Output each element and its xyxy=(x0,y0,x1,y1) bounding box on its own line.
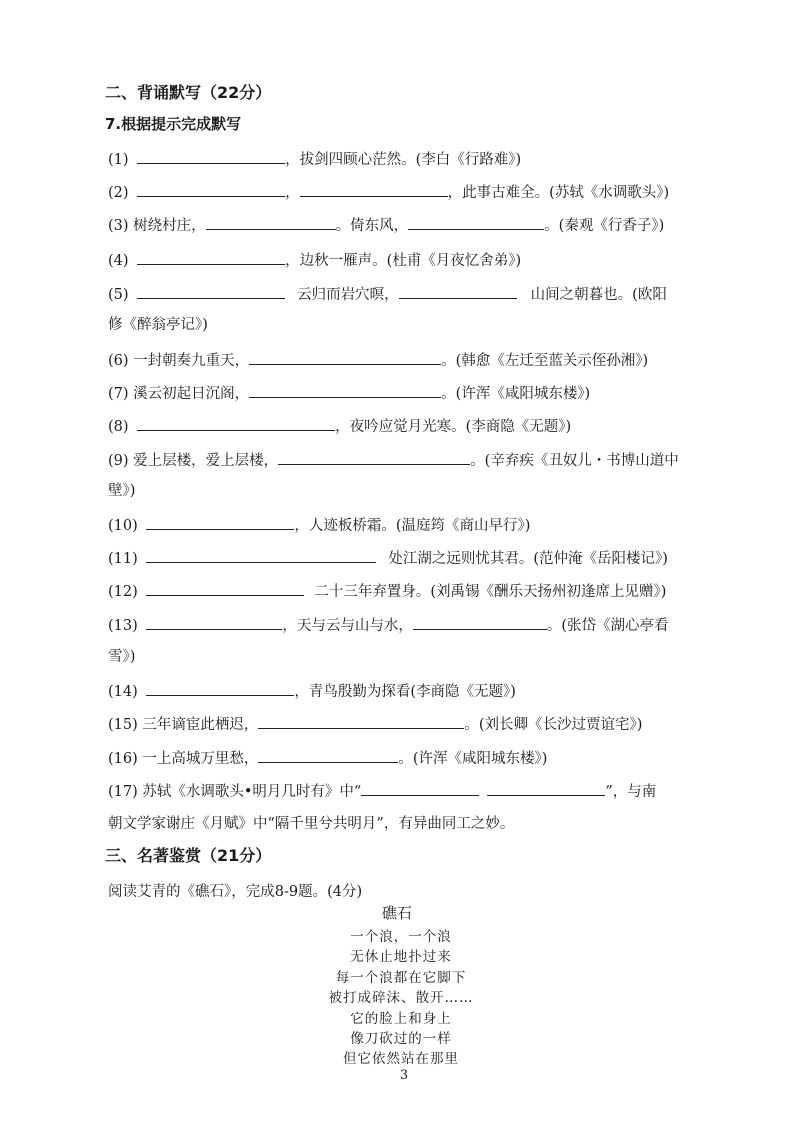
answer-blank[interactable] xyxy=(137,250,285,265)
item-number: (10) xyxy=(108,518,138,534)
item-11 xyxy=(108,548,668,569)
item-text: ， xyxy=(285,185,300,201)
item-text: ，此事古难全。(苏轼《水调歌头》) xyxy=(447,185,670,201)
item-text: 。(张岱《湖心亭看 xyxy=(546,618,669,634)
item-5-continued: 修《醉翁亭记》) xyxy=(108,317,208,333)
poem-line: 它的脸上和身上 xyxy=(350,1011,452,1027)
answer-blank[interactable] xyxy=(146,615,282,630)
item-number: (8) xyxy=(108,419,129,435)
item-1 xyxy=(108,149,521,170)
item-text: 山间之朝暮也。(欧阳 xyxy=(530,287,667,303)
answer-blank[interactable] xyxy=(146,515,294,530)
item-number: (4) xyxy=(108,253,129,269)
item-8 xyxy=(108,416,571,437)
item-17 xyxy=(108,781,656,802)
answer-blank[interactable] xyxy=(258,748,398,763)
item-4 xyxy=(108,250,521,271)
reading-intro: 阅读艾青的《礁石》，完成8-9题。(4分) xyxy=(108,884,363,900)
item-5 xyxy=(108,284,667,305)
poem-line: 每一个浪都在它脚下 xyxy=(335,970,467,986)
item-number: (15) xyxy=(108,717,138,733)
item-number: (11) xyxy=(108,551,138,567)
item-text: 二十三年弃置身。(刘禹锡《酬乐天扬州初逢席上见赠》) xyxy=(314,584,667,600)
item-text: ，青鸟殷勤为探看(李商隐《无题》) xyxy=(294,684,516,700)
answer-blank[interactable] xyxy=(487,781,605,796)
answer-blank[interactable] xyxy=(278,450,470,465)
answer-blank[interactable] xyxy=(249,383,441,398)
item-14 xyxy=(108,681,516,702)
answer-blank[interactable] xyxy=(137,182,285,197)
item-9-continued: 壁》) xyxy=(108,483,136,499)
section-title: 三、名著鉴赏（21分） xyxy=(105,846,272,865)
poem-line: 像刀砍过的一样 xyxy=(350,1031,452,1047)
answer-blank[interactable] xyxy=(258,714,464,729)
poem-line: 一个浪，一个浪 xyxy=(350,929,452,945)
item-15 xyxy=(108,714,642,735)
item-text: 云归而岩穴暝， xyxy=(297,287,399,303)
item-number: (1) xyxy=(108,152,129,168)
answer-blank[interactable] xyxy=(137,284,285,299)
item-number: (6) xyxy=(108,353,129,369)
answer-blank[interactable] xyxy=(408,215,544,230)
item-text: 树绕村庄， xyxy=(133,218,206,234)
answer-blank[interactable] xyxy=(249,350,441,365)
item-number: (16) xyxy=(108,751,138,767)
answer-blank[interactable] xyxy=(146,681,294,696)
item-text: ”，与南 xyxy=(605,784,657,800)
answer-blank[interactable] xyxy=(137,416,335,431)
poem-title: 礁石 xyxy=(381,904,412,922)
item-text: 。(刘长卿《长沙过贾谊宅》) xyxy=(464,717,643,733)
item-text: ，边秋一雁声。(杜甫《月夜忆舍弟》) xyxy=(285,253,522,269)
item-17-continued: 朝文学家谢庄《月赋》中“隔千里兮共明月”，有异曲同工之妙。 xyxy=(108,816,515,832)
item-number: (3) xyxy=(108,218,129,234)
item-text: 爱上层楼，爱上层楼， xyxy=(133,453,279,469)
answer-blank[interactable] xyxy=(206,215,336,230)
item-text: ，拔剑四顾心茫然。(李白《行路难》) xyxy=(285,152,522,168)
item-text: 。(许浑《咸阳城东楼》) xyxy=(398,751,548,767)
item-text: 。倚东风， xyxy=(335,218,409,234)
item-13-continued: 雪》) xyxy=(108,649,136,665)
item-text: 。(秦观《行香子》) xyxy=(544,218,665,234)
item-7 xyxy=(108,383,590,404)
item-text: 一上高城万里愁， xyxy=(142,751,259,767)
item-12 xyxy=(108,581,666,602)
item-text: ，夜吟应觉月光寒。(李商隐《无题》) xyxy=(335,419,572,435)
item-text: 溪云初起日沉阁， xyxy=(133,386,250,402)
page-number: 3 xyxy=(399,1068,409,1083)
item-number: (9) xyxy=(108,453,129,469)
item-text: ，天与云与山与水， xyxy=(282,618,413,634)
item-number: (17) xyxy=(108,784,138,800)
item-text: 一封朝奏九重天， xyxy=(133,353,250,369)
item-text: 苏轼《水调歌头•明月几时有》中“ xyxy=(142,784,362,800)
item-number: (7) xyxy=(108,386,129,402)
item-2 xyxy=(108,182,669,203)
question-title: 7.根据提示完成默写 xyxy=(105,115,242,133)
item-text: ，人迹板桥霜。(温庭筠《商山早行》) xyxy=(294,518,531,534)
answer-blank[interactable] xyxy=(137,149,285,164)
item-9 xyxy=(108,450,679,471)
answer-blank[interactable] xyxy=(146,548,376,563)
poem-line: 被打成碎沫、散开…… xyxy=(328,990,474,1006)
item-number: (12) xyxy=(108,584,138,600)
item-text: 三年谪宦此栖迟， xyxy=(142,717,259,733)
answer-blank[interactable] xyxy=(399,284,517,299)
item-number: (14) xyxy=(108,684,138,700)
item-number: (13) xyxy=(108,618,138,634)
item-3 xyxy=(108,215,664,236)
answer-blank[interactable] xyxy=(413,615,547,630)
item-text: 处江湖之远则忧其君。(范仲淹《岳阳楼记》) xyxy=(388,551,668,567)
answer-blank[interactable] xyxy=(146,581,304,596)
item-number: (5) xyxy=(108,287,129,303)
item-6 xyxy=(108,350,648,371)
poem-line: 但它依然站在那里 xyxy=(343,1051,459,1067)
answer-blank[interactable] xyxy=(300,182,448,197)
item-16 xyxy=(108,748,547,769)
answer-blank[interactable] xyxy=(361,781,479,796)
item-10 xyxy=(108,515,530,536)
item-text: 。(许浑《咸阳城东楼》) xyxy=(441,386,591,402)
item-13 xyxy=(108,615,669,636)
item-number: (2) xyxy=(108,185,129,201)
item-text: 。(辛弃疾《丑奴儿・书博山道中 xyxy=(470,453,679,469)
poem-line: 无休止地扑过来 xyxy=(350,949,452,965)
item-text: 。(韩愈《左迁至蓝关示侄孙湘》) xyxy=(441,353,649,369)
section-title: 二、背诵默写（22分） xyxy=(105,83,272,102)
